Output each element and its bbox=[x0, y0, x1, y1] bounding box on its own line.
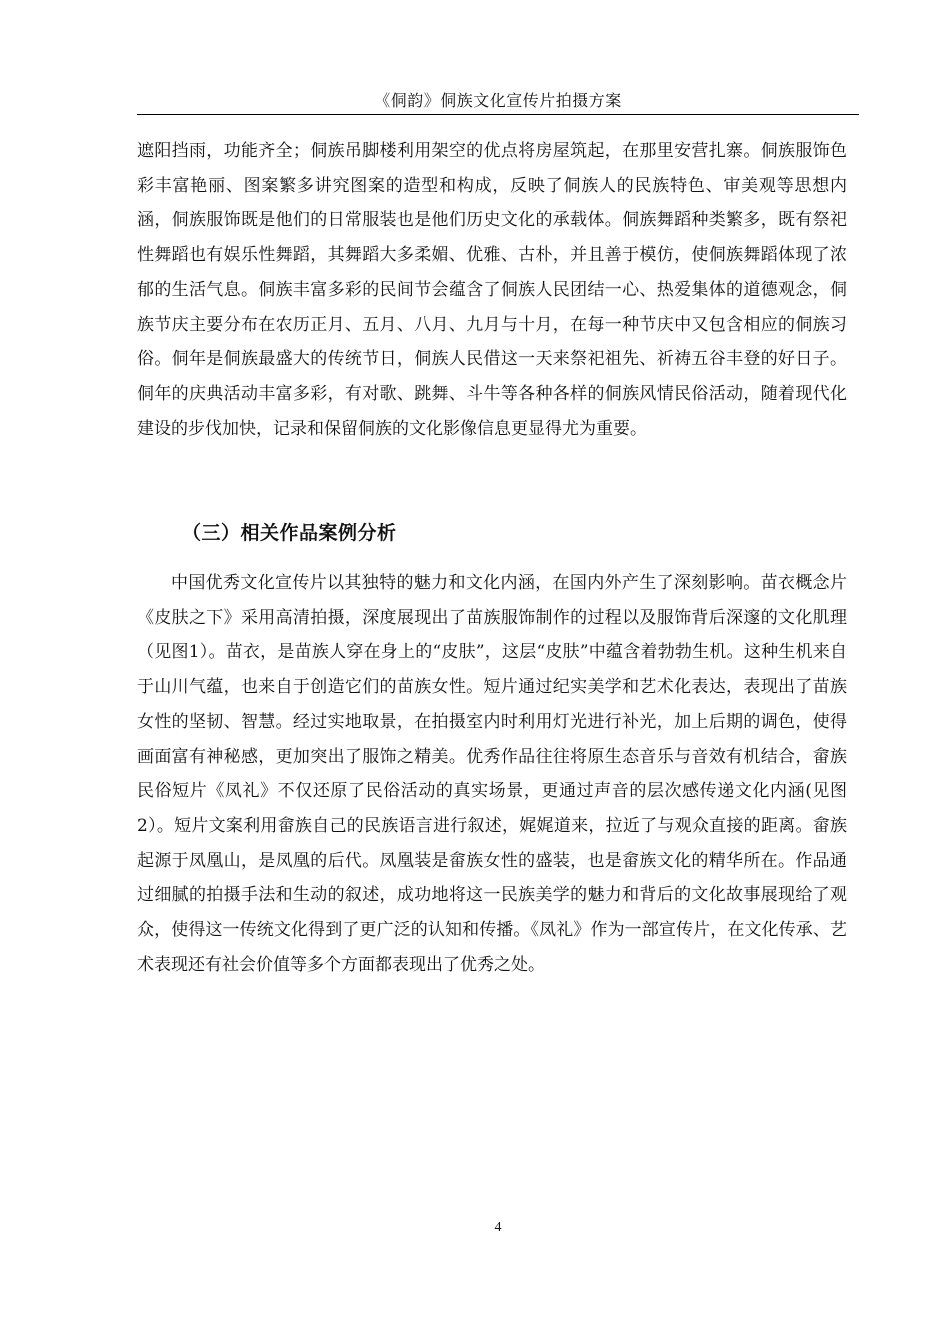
header-divider bbox=[137, 114, 859, 115]
section-heading: （三）相关作品案例分析 bbox=[182, 522, 397, 544]
page-number: 4 bbox=[494, 1220, 502, 1235]
body-paragraph-2: 中国优秀文化宣传片以其独特的魅力和文化内涵，在国内外产生了深刻影响。苗衣概念片《皮肤之下》采用高清拍摄，深度展现出了苗族服饰制作的过程以及服饰背后深邃的文化肌理（见图1）。苗衣，是苗族人穿在身上的“皮肤”，这层“皮肤”中蕴含着勃勃生机。这种生机来自于山川气蕴，也来自于创造它们的苗族女性。短片通过纪实美学和艺术化表达，表现出了苗族女性的坚韧、智慧。经过实地取景，在拍摄室内时利用灯光进行补光，加上后期的调色，使得画面富有神秘感，更加突出了服饰之精美。优秀作品往往将原生态音乐与音效有机结合，畲族民俗短片《凤礼》不仅还原了民俗活动的真实场景，更通过声音的层次感传递文化内涵(见图2）。短片文案利用畲族自己的民族语言进行叙述，娓娓道来，拉近了与观众直接的距离。畲族起源于凤凰山，是凤凰的后代。凤凰装是畲族女性的盛装，也是畲族文化的精华所在。作品通过细腻的拍摄手法和生动的叙述，成功地将这一民族美学的魅力和背后的文化故事展现给了观众，使得这一传统文化得到了更广泛的认知和传播。《凤礼》作为一部宣传片，在文化传承、艺术表现还有社会价值等多个方面都表现出了优秀之处。 bbox=[137, 573, 847, 975]
body-paragraph-1: 遮阳挡雨，功能齐全；侗族吊脚楼利用架空的优点将房屋筑起，在那里安营扎寨。侗族服饰色彩丰富艳丽、图案繁多讲究图案的造型和构成，反映了侗族人的民族特色、审美观等思想内涵，侗族服饰既是他们的日常服装也是他们历史文化的承载体。侗族舞蹈种类繁多，既有祭祀性舞蹈也有娱乐性舞蹈，其舞蹈大多柔媚、优雅、古朴，并且善于模仿，使侗族舞蹈体现了浓郁的生活气息。侗族丰富多彩的民间节会蕴含了侗族人民团结一心、热爱集体的道德观念，侗族节庆主要分布在农历正月、五月、八月、九月与十月，在每一种节庆中又包含相应的侗族习俗。侗年是侗族最盛大的传统节日，侗族人民借这一天来祭祀祖先、祈祷五谷丰登的好日子。侗年的庆典活动丰富多彩，有对歌、跳舞、斗牛等各种各样的侗族风情民俗活动，随着现代化建设的步伐加快，记录和保留侗族的文化影像信息更显得尤为重要。 bbox=[137, 141, 847, 439]
page-header-title: 《侗韵》侗族文化宣传片拍摄方案 bbox=[374, 91, 622, 110]
